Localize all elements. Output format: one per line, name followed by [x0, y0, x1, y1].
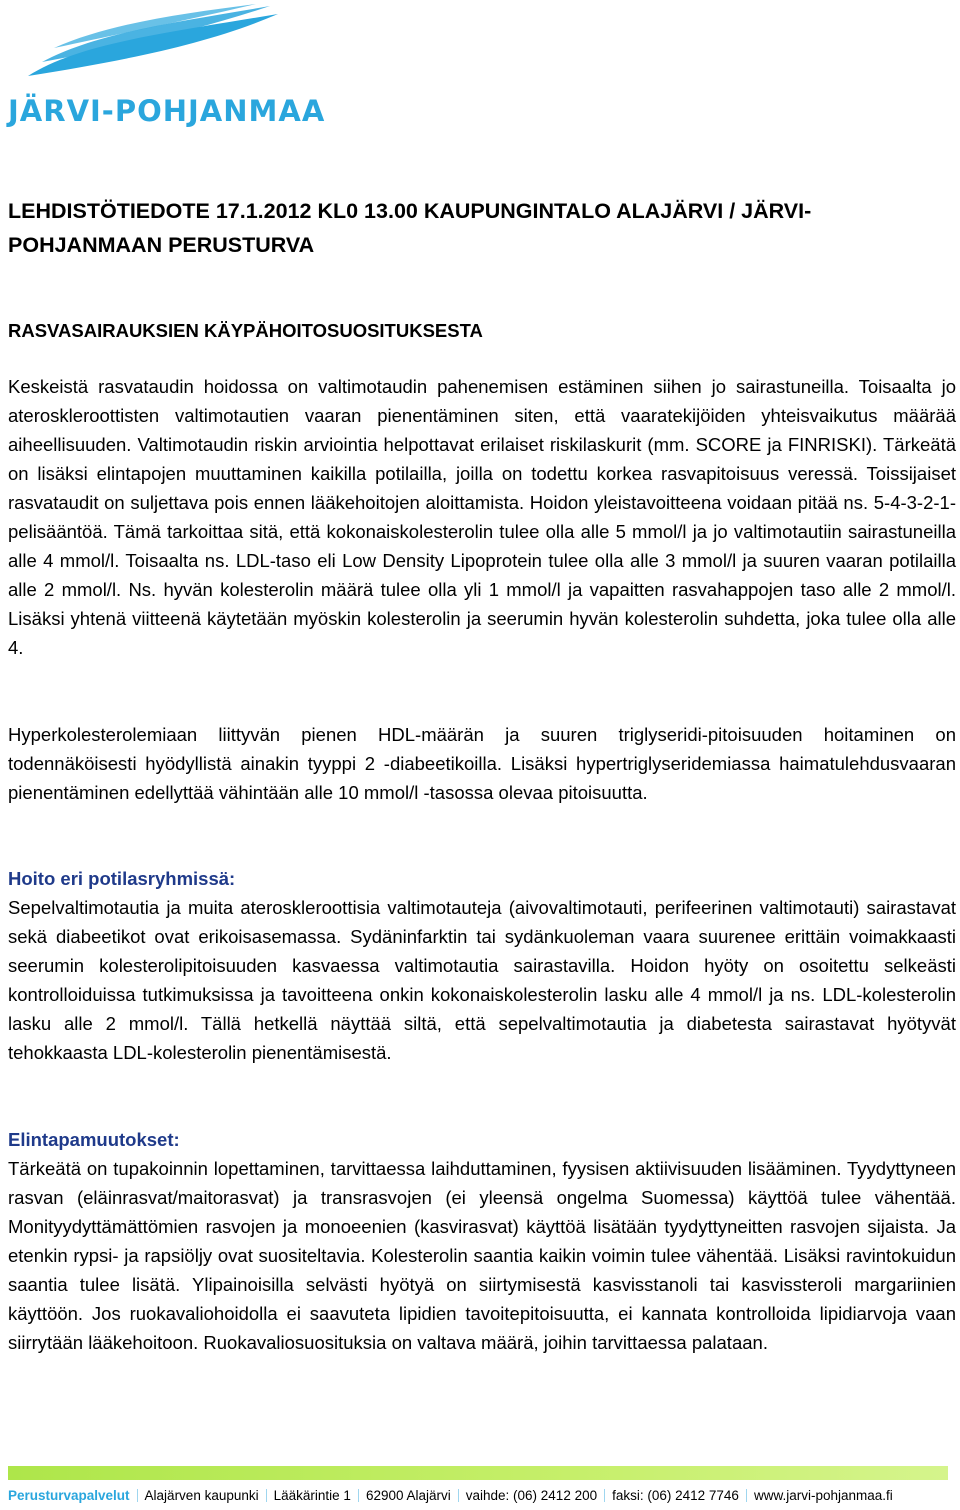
footer-org: Perusturvapalvelut: [8, 1488, 130, 1503]
section-title-treatment: Hoito eri potilasryhmissä:: [8, 868, 236, 889]
paragraph-1-intro: Keskeistä rasvataudin hoidossa on valtimotaudin pahenemisen estäminen siihen jo sairastuneilla. Toisaalta jo ateroskleroottisten valtimotautien vaaran pienentäminen siten, että vaaratekijöiden yhteisvaikutus määrää aiheellisuuden.: [8, 376, 956, 455]
footer-separator: [137, 1489, 138, 1502]
footer-separator: [266, 1489, 267, 1502]
footer-bar: [8, 1466, 948, 1480]
footer-city: Alajärven kaupunki: [144, 1488, 259, 1503]
footer-separator: [604, 1489, 605, 1502]
paragraph-2: Hyperkolesterolemiaan liittyvän pienen HDL-määrän ja suuren triglyseridi-pitoisuuden hoitaminen on todennäköisesti hyödyllistä ainakin tyyppi 2 -diabeetikoilla. Lisäksi hypertriglyseridemiassa haimatulehdusvaaran pienentäminen edellyttää vähintään alle 10 mmol/l -tasossa olevaa pitoisuutta.: [8, 724, 956, 803]
paragraph-4: Tärkeätä on tupakoinnin lopettaminen, tarvittaessa laihduttaminen, fyysisen aktiivisuuden lisääminen. Tyydyttyneen rasvan (eläinrasvat/maitorasvat) ja transrasvojen (ei yleensä ongelma Suomessa) käyttöä tulee vähentää. Monityydyttämättömien rasvojen ja monoeenien (kasvirasvat) käyttöä lisätään tyydyttyneitten rasvojen sijaista. Ja etenkin rypsi- ja rapsiöljy ovat suositeltavia. Kolesterolin saantia kaikin voimin tulee vähentää. Lisäksi ravintokuidun saantia tulee lisätä. Ylipainoisilla selvästi hyötyä on siirtymisestä kasvisstanoli tai kasvissteroli margariinien käyttöön. Jos ruokavaliohoidolla ei saavuteta lipidien tavoitepitoisuutta, ei kannata kontrolloida lipidiarvoja vaan siirrytään lääkehoitoon. Ruokavaliosuosituksia on valtava määrä, joihin tarvittaessa palataan.: [8, 1158, 956, 1353]
paragraph-1-rest: Valtimotaudin riskin arviointia helpottavat erilaiset riskilaskurit (mm. SCORE ja FINRISKI). Tärkeätä on lisäksi elintapojen muuttaminen kaikilla potilailla, joilla on todettu korkea rasvapitoisuus veressä. Toissijaiset rasvataudit on suljettava pois ennen lääkehoitojen aloittamista. Hoidon yleistavoitteena voidaan pitää ns. 5-4-3-2-1-pelisääntöä. Tämä tarkoittaa sitä, että kokonaiskolesterolin tulee olla alle 5 mmol/l ja jo valtimotautiin sairastuneilla alle 4 mmol/l. Toisaalta ns. LDL-taso eli Low Density Lipoprotein tulee olla alle 3 mmol/l ja suuren vaaran potilailla alle 2 mmol/l. Ns. hyvän kolesterolin määrä tulee olla yli 1 mmol/l ja vapaitten rasvahappojen taso alle 2 mmol/l. Lisäksi yhtenä viitteenä käytetään myöskin kolesterolin ja seerumin hyvän kolesterolin suhdetta, joka tulee olla alle 4.: [8, 434, 956, 658]
paragraph-3: Sepelvaltimotautia ja muita ateroskleroottisia valtimotauteja (aivovaltimotauti, perifeerinen valtimotauti) sairastavat sekä diabeetikot ovat erikoisasemassa. Sydäninfarktin tai sydänkuoleman vaara suurenee erittäin voimakkaasti seerumin kolesterolipitoisuuden kasvaessa valtimotautia sairastavilla. Hoidon hyöty on osoitettu selkeästi kontrolloiduissa tutkimuksissa ja tavoitteena onkin kokonaiskolesterolin lasku alle 4 mmol/l ja ns. LDL-kolesterolin lasku alle 2 mmol/l. Tällä hetkellä näyttää siltä, että sepelvaltimotautia ja diabetesta sairastavat hyötyvät tehokkaasta LDL-kolesterolin pienentämisestä.: [8, 897, 956, 1063]
footer-street: Lääkärintie 1: [273, 1488, 351, 1503]
footer-phone: vaihde: (06) 2412 200: [465, 1488, 598, 1503]
footer-fax: faksi: (06) 2412 7746: [612, 1488, 739, 1503]
footer-separator: [358, 1489, 359, 1502]
footer-postal: 62900 Alajärvi: [365, 1488, 451, 1503]
footer-separator: [746, 1489, 747, 1502]
wave-icon: [8, 4, 280, 96]
footer: [8, 1488, 958, 1503]
paragraph-1: [8, 372, 956, 662]
section-title-lifestyle: Elintapamuutokset:: [8, 1129, 180, 1150]
footer-separator: [458, 1489, 459, 1502]
footer-web-link[interactable]: www.jarvi-pohjanmaa.fi: [753, 1488, 893, 1503]
logo-text: JÄRVI-POHJANMAA: [8, 94, 326, 128]
logo: [8, 4, 326, 130]
subheading: RASVASAIRAUKSIEN KÄYPÄHOITOSUOSITUKSESTA: [8, 320, 483, 341]
page-title: LEHDISTÖTIEDOTE 17.1.2012 KL0 13.00 KAUPUNGINTALO ALAJÄRVI / JÄRVI-POHJANMAAN PERUSTURVA: [8, 199, 812, 257]
